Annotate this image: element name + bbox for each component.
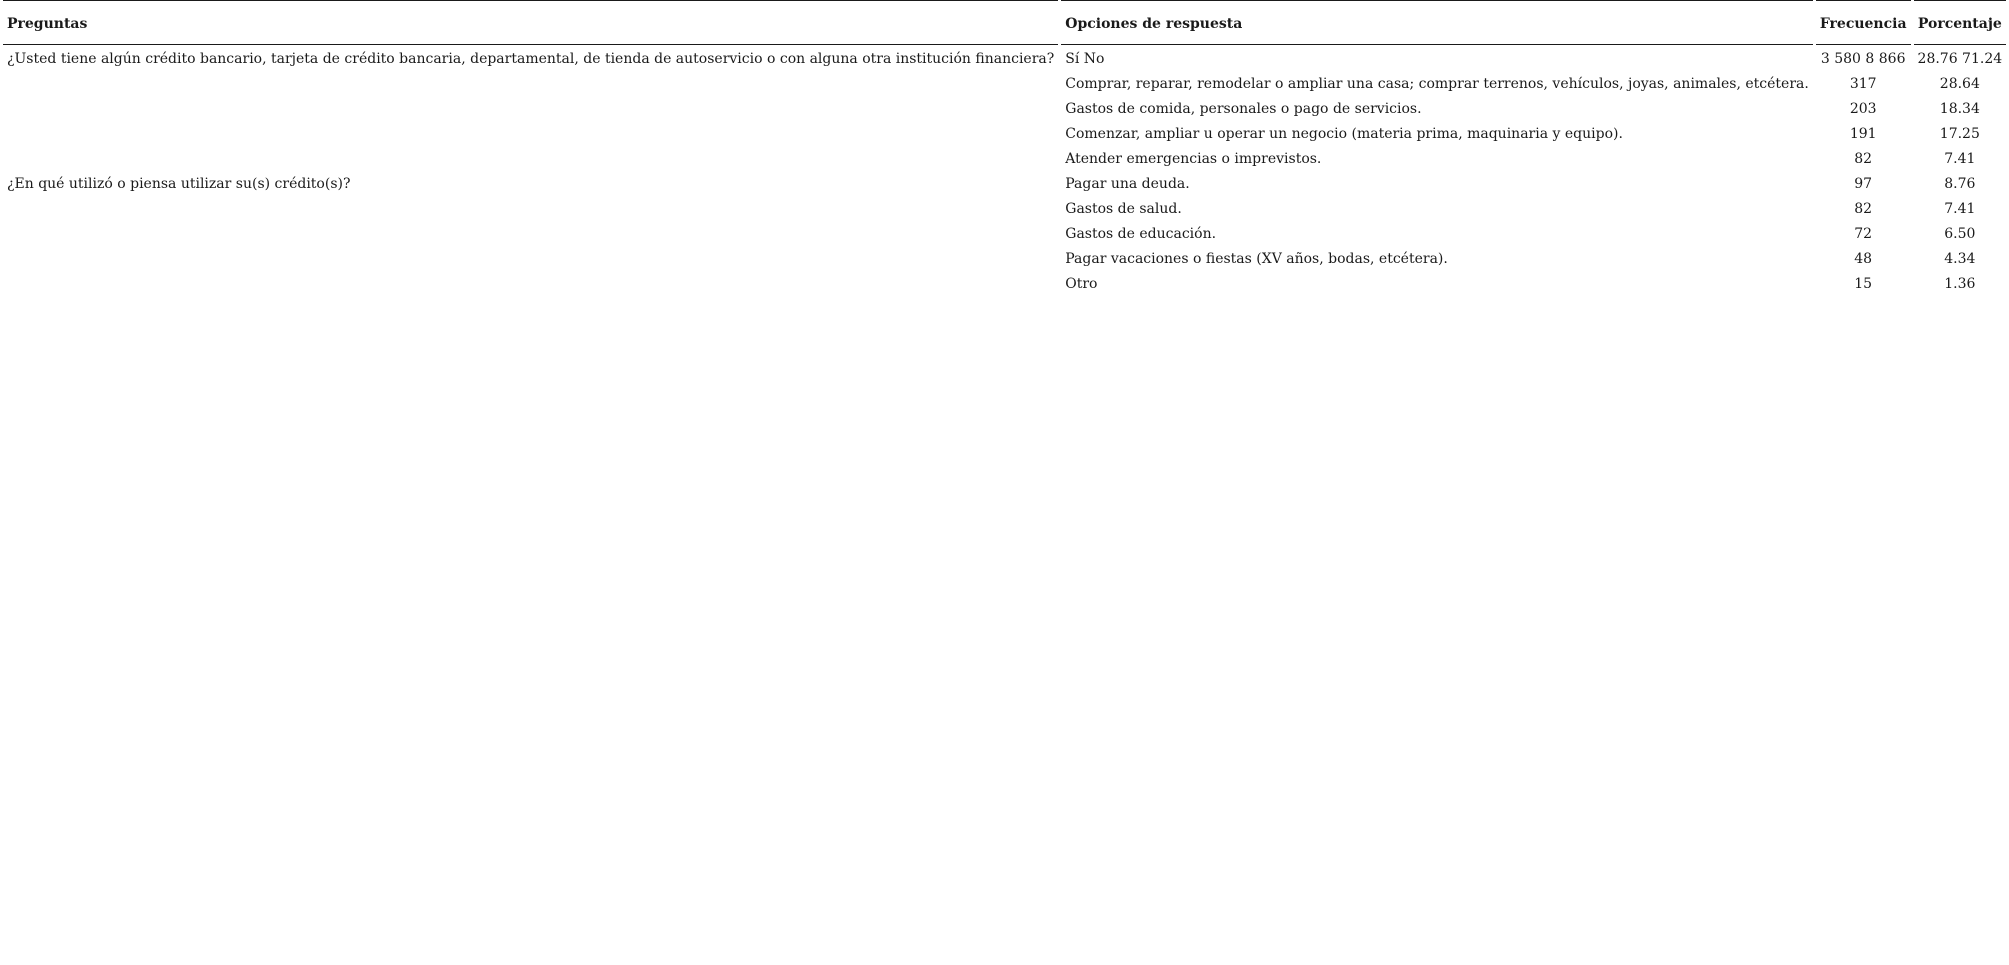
question-cell	[3, 147, 1058, 172]
question-cell	[3, 247, 1058, 272]
percentage-cell: 28.76 71.24	[1917, 51, 2003, 67]
question-cell	[3, 72, 1058, 97]
table-row	[3, 172, 2006, 197]
table-body	[3, 45, 2006, 297]
header-frecuencia: Frecuencia	[1816, 0, 1911, 45]
frequency-cell: 3 580 8 866	[1820, 51, 1906, 67]
question-cell	[3, 272, 1058, 297]
frequency-cell: 82	[1854, 151, 1873, 167]
percentage-cell: 4.34	[1944, 251, 1976, 267]
frequency-cell: 72	[1854, 226, 1873, 242]
frequency-cell: 48	[1854, 251, 1873, 267]
percentage-cell: 17.25	[1939, 126, 1980, 142]
option-cell: Pagar una deuda.	[1065, 176, 1190, 192]
table-row	[3, 247, 2006, 272]
option-cell: Sí No	[1065, 51, 1105, 67]
question-cell: ¿Usted tiene algún crédito bancario, tarjeta de crédito bancaria, departamental, de tienda de autoservicio o con alguna otra institución financiera?	[7, 51, 1055, 67]
table-row	[3, 272, 2006, 297]
frequency-cell: 203	[1849, 101, 1877, 117]
question-cell: ¿En qué utilizó o piensa utilizar su(s) crédito(s)?	[7, 176, 351, 192]
table-row	[3, 45, 2006, 72]
option-cell: Pagar vacaciones o fiestas (XV años, bodas, etcétera).	[1065, 251, 1448, 267]
table-row	[3, 122, 2006, 147]
percentage-cell: 8.76	[1944, 176, 1976, 192]
option-cell: Atender emergencias o imprevistos.	[1065, 151, 1322, 167]
question-cell	[3, 97, 1058, 122]
option-cell: Otro	[1065, 276, 1098, 292]
table-row	[3, 222, 2006, 247]
option-cell: Gastos de comida, personales o pago de servicios.	[1065, 101, 1422, 117]
option-cell: Comenzar, ampliar u operar un negocio (materia prima, maquinaria y equipo).	[1065, 126, 1623, 142]
header-opciones: Opciones de respuesta	[1061, 0, 1813, 45]
frequency-cell: 15	[1854, 276, 1873, 292]
percentage-cell: 7.41	[1944, 201, 1976, 217]
option-cell: Gastos de salud.	[1065, 201, 1182, 217]
header-row	[3, 0, 2006, 45]
header-porcentaje: Porcentaje	[1914, 0, 2007, 45]
table-row	[3, 197, 2006, 222]
frequency-cell: 317	[1849, 76, 1877, 92]
survey-results-table	[0, 0, 2009, 297]
percentage-cell: 7.41	[1944, 151, 1976, 167]
frequency-cell: 191	[1849, 126, 1877, 142]
table-row	[3, 147, 2006, 172]
question-cell	[3, 197, 1058, 222]
header-preguntas: Preguntas	[3, 0, 1058, 45]
percentage-cell: 1.36	[1944, 276, 1976, 292]
frequency-cell: 82	[1854, 201, 1873, 217]
table-header	[3, 0, 2006, 45]
percentage-cell: 6.50	[1944, 226, 1976, 242]
table-row	[3, 97, 2006, 122]
percentage-cell: 18.34	[1939, 101, 1980, 117]
table-row	[3, 72, 2006, 97]
option-cell: Gastos de educación.	[1065, 226, 1217, 242]
question-cell	[3, 122, 1058, 147]
option-cell: Comprar, reparar, remodelar o ampliar una casa; comprar terrenos, vehículos, joyas, animales, etcétera.	[1065, 76, 1809, 92]
frequency-cell: 97	[1854, 176, 1873, 192]
question-cell	[3, 222, 1058, 247]
percentage-cell: 28.64	[1939, 76, 1980, 92]
